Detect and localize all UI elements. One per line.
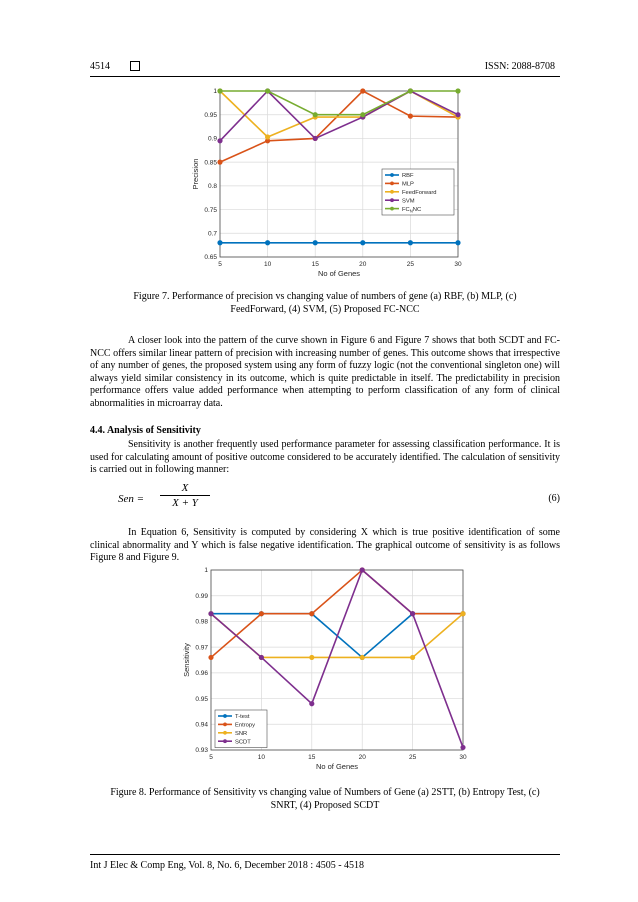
data-point [313,136,317,140]
issn: ISSN: 2088-8708 [484,61,555,72]
data-point [411,655,415,659]
x-tick-label: 25 [408,754,417,761]
x-tick-label: 5 [209,754,213,761]
y-axis-label: Sensitivity [182,643,191,677]
footer-citation: Int J Elec & Comp Eng, Vol. 8, No. 6, December 2018 : 4505 - 4518 [90,860,365,871]
figure-7 [180,85,470,285]
x-tick-label: 20 [359,261,367,268]
legend-label: SVM [402,198,415,205]
data-point [313,113,317,117]
data-point [361,113,365,117]
data-point [218,241,222,245]
data-point [408,89,412,93]
legend-swatch-marker [223,714,227,718]
data-point [218,89,222,93]
fraction-bar [160,495,210,496]
y-tick-label: 0.75 [204,206,217,214]
legend-swatch-marker [223,731,227,735]
equation-6 [90,482,560,522]
data-point [360,655,364,659]
data-point [209,655,213,659]
x-tick-label: 25 [406,261,415,268]
page-number: 4514 [90,61,110,72]
y-tick-label: 0.94 [195,721,208,729]
x-tick-label: 10 [263,261,272,268]
y-tick-label: 0.99 [195,592,208,600]
paragraph-sensitivity-results: In Equation 6, Sensitivity is computed by considering X which is true positive identification of some clinical abnormality and Y which is false negative identification. The graphical outcome of sensitivity is as follows Figure 8 and Figure 9. [90,527,560,564]
data-point [218,139,222,143]
equation-denominator: X + Y [172,497,198,509]
data-point [461,745,465,749]
section-heading: 4.4. Analysis of Sensitivity [90,425,201,436]
x-tick-label: 15 [311,261,319,268]
legend-swatch-marker [390,207,394,211]
footer-rule [90,854,560,855]
legend-swatch-marker [390,198,394,202]
data-point [310,702,314,706]
equation-number: (6) [548,493,560,504]
legend-label: T-test [235,714,250,721]
equation-numerator: X [181,482,189,494]
figure-7-caption-line1: Figure 7. Performance of precision vs changing value of numbers of gene (a) RBF, (b) MLP, (c) [133,291,517,302]
legend-swatch-marker [223,723,227,727]
data-point [361,89,365,93]
data-point [266,241,270,245]
y-tick-label: 0.96 [195,670,208,678]
y-axis-label: Precision [191,158,200,190]
legend-label: RBF [402,173,414,180]
data-point [266,89,270,93]
x-tick-label: 15 [308,754,316,761]
square-bullet-icon [130,61,140,71]
y-tick-label: 0.95 [204,111,217,119]
data-point [456,113,460,117]
data-point [313,241,317,245]
x-axis-label: No of Genes [315,762,359,771]
y-tick-label: 0.97 [195,644,208,652]
data-point [456,241,460,245]
figure-8-caption-line1: Figure 8. Performance of Sensitivity vs changing value of Numbers of Gene (a) 2STT, (b) Entropy Test, (c) [110,787,540,798]
equation-lhs: Sen = [118,493,145,505]
header-rule [90,76,560,77]
legend-swatch-marker [390,190,394,194]
legend-label: MLP [402,181,414,188]
sensitivity-chart [175,558,475,773]
running-header [90,61,555,75]
y-tick-label: 0.9 [207,135,217,143]
figure-8 [175,558,475,773]
y-tick-label: 0.85 [204,159,217,167]
data-point [361,241,365,245]
x-tick-label: 30 [459,754,467,761]
y-tick-label: 1 [213,88,217,96]
data-point [456,89,460,93]
figure-7-caption [95,290,555,316]
x-tick-label: 10 [257,754,266,761]
legend-swatch-marker [223,739,227,743]
x-tick-label: 30 [454,261,462,268]
y-tick-label: 0.93 [195,747,208,755]
legend-label: FeedForward [402,190,437,196]
figure-7-caption-line2: FeedForward, (4) SVM, (5) Proposed FC-NCC [230,304,420,315]
data-point [218,160,222,164]
y-tick-label: 0.95 [195,695,208,703]
figure-8-caption [95,786,555,812]
data-point [259,612,263,616]
data-point [408,114,412,118]
legend-label: Entropy [235,722,255,729]
legend-label: SCDT [235,739,251,746]
legend-label: SNR [235,731,248,737]
data-point [266,135,270,139]
data-point [411,612,415,616]
y-tick-label: 0.65 [204,254,217,262]
data-point [259,655,263,659]
y-tick-label: 1 [204,567,208,575]
x-axis-label: No of Genes [317,269,361,278]
data-point [310,612,314,616]
figure-8-caption-line2: SNRT, (4) Proposed SCDT [270,800,380,811]
y-tick-label: 0.98 [195,618,208,626]
y-tick-label: 0.8 [207,183,217,191]
paragraph-sensitivity-definition: Sensitivity is another frequently used performance parameter for assessing classification performance. It is used for calculating amount of positive outcome considered to be accurately identified. The calculation of sensitivity is carried out in following manner: [90,439,560,476]
data-point [461,612,465,616]
data-point [209,612,213,616]
x-tick-label: 20 [358,754,366,761]
legend-swatch-marker [390,182,394,186]
data-point [408,241,412,245]
equation-fraction [160,482,210,509]
paragraph-precision-discussion: A closer look into the pattern of the curve shown in Figure 6 and Figure 7 shows that both SCDT and FC-NCC offers similar linear pattern of precision with increasing number of genes. This outcome shows that irrespective of any number of genes, the proposed system using any form of fuzzy logic (not the conventional singleton one) will always yield similar consistency in its outcome, which is quite predictable in itself. The predictability in precision performance offers value added performance when attempting to perform classification of any form of clinical abnormalities in microarray data. [90,335,560,409]
data-point [310,655,314,659]
legend-label: $FC_NNC$ [402,206,422,214]
precision-chart [180,85,470,285]
x-tick-label: 5 [218,261,222,268]
y-tick-label: 0.7 [207,230,217,238]
data-point [360,568,364,572]
legend-swatch-marker [390,173,394,177]
